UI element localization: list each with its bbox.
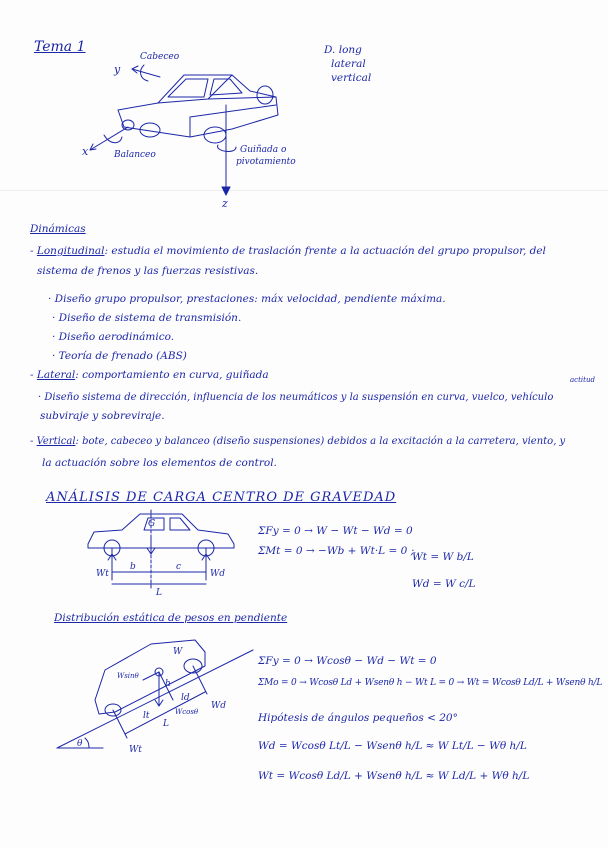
rear-weight-label: Wt <box>96 569 109 579</box>
load-analysis-heading: ANÁLISIS DE CARGA CENTRO DE GRAVEDAD <box>46 490 397 505</box>
load-equation-1: ΣFy = 0 → W − Wt − Wd = 0 <box>258 525 413 537</box>
y-axis-label: y <box>114 63 121 76</box>
longitudinal-bullet-1: · Diseño grupo propulsor, prestaciones: máx velocidad, pendiente máxima. <box>48 293 446 305</box>
wd-label-slope: Wd <box>211 701 227 711</box>
longitudinal-term: Longitudinal <box>36 245 105 257</box>
dimension-L-label: L <box>156 588 162 598</box>
x-axis-line <box>90 127 128 150</box>
vehicle-axes-diagram <box>80 45 320 210</box>
wcos-label: Wcosθ <box>175 708 199 716</box>
page-title: Tema 1 <box>34 39 86 55</box>
slope-equation-1: ΣFy = 0 → Wcosθ − Wd − Wt = 0 <box>258 655 437 667</box>
slope-surface <box>57 650 253 748</box>
longitudinal-line-2: sistema de frenos y las fuerzas resistivas. <box>37 265 259 277</box>
longitudinal-bullet-4: · Teoría de frenado (ABS) <box>52 350 187 362</box>
car-body-outline <box>118 75 278 137</box>
z-axis-label: z <box>222 197 228 210</box>
ld-label: ld <box>181 693 190 703</box>
weight-label-slope: W <box>173 647 183 657</box>
lateral-annotation: actitud <box>570 376 595 384</box>
slope-equation-4: Wd = Wcosθ Lt/L − Wsenθ h/L ≈ W Lt/L − Wθ h/L <box>258 740 527 752</box>
car-side-line <box>208 97 276 99</box>
wheel-front-left <box>204 127 226 143</box>
longitudinal-bullet-2: · Diseño de sistema de transmisión. <box>52 312 242 324</box>
lt-label: lt <box>143 711 150 721</box>
longitudinal-bullet-3: · Diseño aerodinámico. <box>52 331 175 343</box>
load-equation-2: ΣMt = 0 → −Wb + Wt·L = 0 ; <box>258 545 415 557</box>
guinada-label: Guiñada o <box>240 145 287 155</box>
lateral-line-3: subviraje y sobreviraje. <box>40 410 165 422</box>
vertical-line-2: la actuación sobre los elementos de control. <box>42 457 277 469</box>
wheel-front-right <box>257 86 273 104</box>
lateral-line-1: - Lateral: comportamiento en curva, guiñada <box>30 369 269 381</box>
front-weight-label: Wd <box>210 569 226 579</box>
balanceo-label: Balanceo <box>114 150 156 160</box>
pivotamiento-label: pivotamiento <box>236 157 296 167</box>
car-window-rear <box>168 79 208 97</box>
slope-angle-arc <box>85 738 89 748</box>
lateral-line-2: · Diseño sistema de dirección, influencia de los neumáticos y la suspensión en curva, vuelco, vehículo <box>38 392 554 403</box>
z-axis-arrow <box>222 187 230 195</box>
lateral-term: Lateral <box>36 369 76 381</box>
direction-lateral: lateral <box>331 58 366 70</box>
slope-heading: Distribución estática de pesos en pendiente <box>54 612 288 624</box>
slope-equation-3: Hipótesis de ángulos pequeños < 20° <box>258 712 458 724</box>
load-equation-3: Wt = W b/L <box>412 551 474 563</box>
longitudinal-line-1: - Longitudinal: estudia el movimiento de traslación frente a la actuación del grupo propulsor, del <box>30 245 546 257</box>
L-label-slope: L <box>163 719 169 729</box>
slope-equation-5: Wt = Wcosθ Ld/L + Wsenθ h/L ≈ W Ld/L + Wθ h/L <box>258 770 530 782</box>
vertical-line-1: - Vertical: bote, cabeceo y balanceo (diseño suspensiones) debidos a la excitación a la carretera, viento, y <box>30 436 566 447</box>
x-axis-label: x <box>82 145 89 158</box>
wsin-label: Wsinθ <box>117 672 139 680</box>
h-label: h <box>165 679 171 689</box>
direction-vertical: vertical <box>331 72 372 84</box>
dynamics-heading: Dinámicas <box>30 223 86 235</box>
slope-equation-2: ΣMo = 0 → Wcosθ Ld + Wsenθ h − Wt L = 0 → Wt = Wcosθ Ld/L + Wsenθ h/L <box>258 678 603 688</box>
theta-label: θ <box>77 739 83 749</box>
weight-arrow <box>147 536 155 554</box>
dimension-b-label: b <box>130 562 136 572</box>
dimension-c-label: c <box>176 562 182 572</box>
load-equation-4: Wd = W c/L <box>412 578 476 590</box>
cg-label: G <box>148 519 156 529</box>
direction-longitudinal: D. long <box>324 44 362 56</box>
cabeceo-label: Cabeceo <box>140 52 180 62</box>
slope-load-diagram <box>55 630 255 760</box>
weight-sin-component <box>143 672 159 680</box>
static-load-diagram <box>78 508 248 600</box>
wt-label-slope: Wt <box>129 745 142 755</box>
car-front-face <box>190 105 276 137</box>
yaw-rotation-arrow <box>218 145 236 151</box>
vertical-term: Vertical <box>36 436 76 447</box>
